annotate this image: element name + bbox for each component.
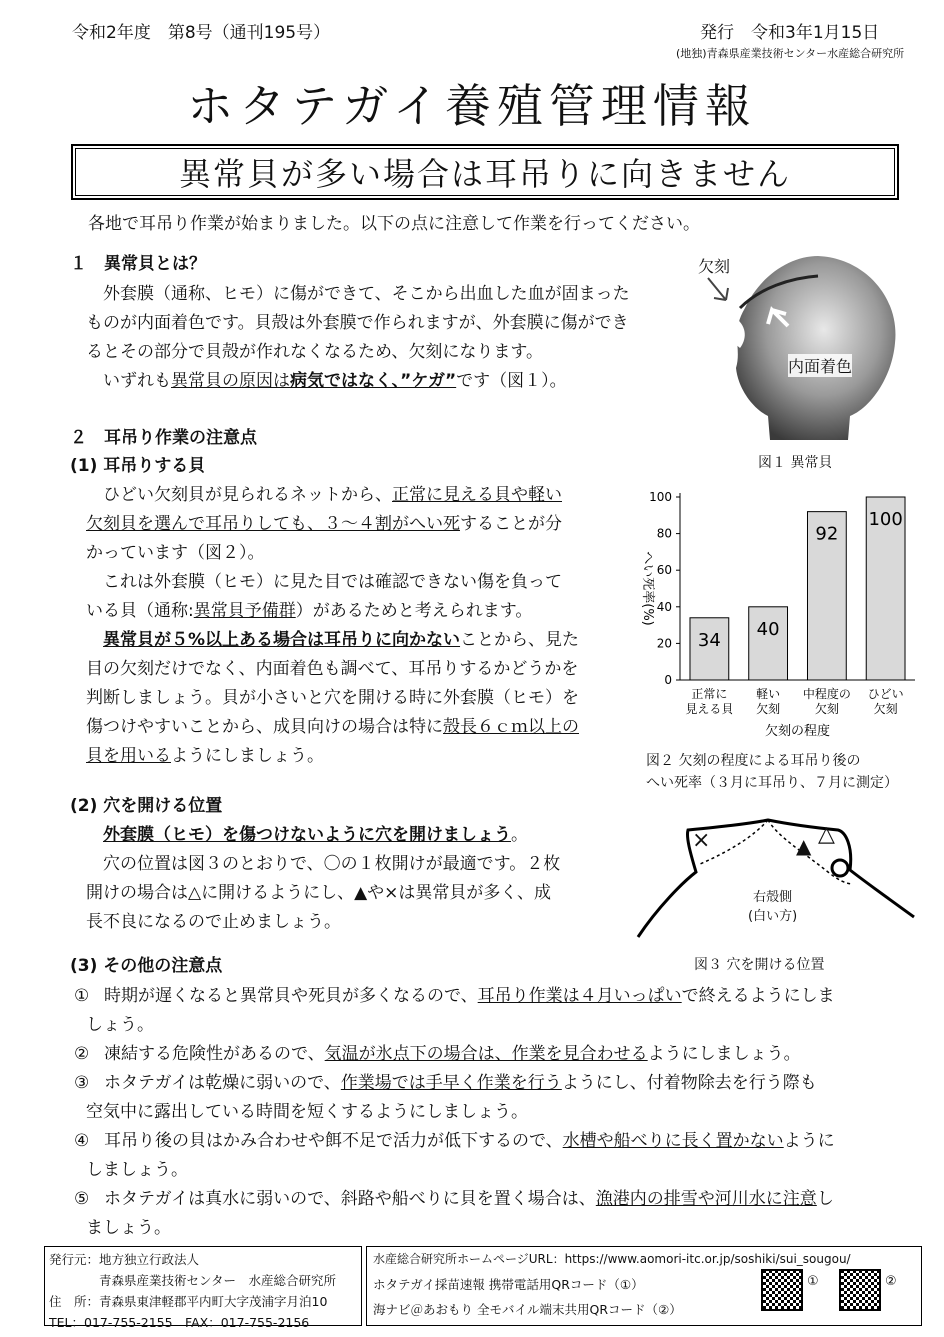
footer-line: TEL：017-755-2155 FAX：017-755-2156 <box>49 1315 310 1330</box>
label-right-shell: 右殻側 <box>753 890 793 905</box>
x-tick-label: 欠刻 <box>873 702 898 716</box>
underline-text: 異常貝予備群 <box>193 601 296 621</box>
bold-underline-text: 外套膜（ヒモ）を傷つけないように穴を開けましょう <box>103 825 511 845</box>
note-number: ② <box>74 1044 90 1064</box>
y-tick-label: 0 <box>664 673 672 687</box>
note-item <box>74 1127 920 1185</box>
sec1-line: るとその部分で貝殻が作れなくなるため、欠刻になります。 <box>86 342 543 362</box>
body-line <box>86 713 646 742</box>
x-axis-label: 欠刻の程度 <box>764 724 831 739</box>
footer-publisher <box>44 1246 362 1330</box>
note-continuation: 空気中に露出している時間を短くするようにしましょう。 <box>86 1102 528 1122</box>
text: いる貝（通称: <box>86 601 194 621</box>
text: ホタテガイは乾燥に弱いので、 <box>104 1073 341 1093</box>
sec2-1-body <box>86 481 646 771</box>
mark-triangle: △ <box>818 822 835 847</box>
bold-underline-text: 異常貝が５%以上ある場合は耳吊りに向かない <box>103 630 461 650</box>
body-line <box>86 821 646 850</box>
text <box>86 825 103 845</box>
underline-text: 漁港内の排雪や河川水に注意 <box>595 1189 817 1209</box>
publish-date: 発行 令和3年1月15日 <box>700 23 880 43</box>
intro-text: 各地で耳吊り作業が始まりました。以下の点に注意して作業を行ってください。 <box>88 214 700 234</box>
body-line: 開けの場合は△に開けるようにし、▲や×は異常貝が多く、成 <box>86 883 552 903</box>
text: で終えるようにしま <box>681 986 835 1006</box>
footer-line: 住 所：青森県東津軽郡平内町大字茂浦字月泊10 <box>49 1294 328 1309</box>
text: ようにしましょう。 <box>171 746 324 766</box>
body-line: かっています（図２）。 <box>86 543 265 563</box>
y-tick-label: 60 <box>656 563 672 578</box>
text: ようにし、付着物除去を行う際も <box>561 1073 817 1093</box>
footer-line: 青森県産業技術センター 水産総合研究所 <box>49 1273 337 1288</box>
label-inner-color: 内面着色 <box>788 354 852 377</box>
underline-text: 欠刻貝を選んで耳吊りしても、３～４割がへい死 <box>86 514 460 534</box>
text <box>86 630 103 650</box>
underline-text: 水槽や船べりに長く置かない <box>562 1131 784 1151</box>
note-item <box>74 1185 920 1243</box>
text: ように <box>783 1131 835 1151</box>
underline-text: 気温が氷点下の場合は、作業を見合わせる <box>324 1044 648 1064</box>
text: 耳吊り後の貝はかみ合わせや餌不足で活力が低下するので、 <box>104 1131 563 1151</box>
mark-filled-triangle: ▲ <box>796 834 812 858</box>
text: ひどい欠刻貝が見られるネットから、 <box>86 485 392 505</box>
body-line: これは外套膜（ヒモ）に見た目では確認できない傷を負って <box>86 572 562 592</box>
publisher-org: (地独)青森県産業技術センター水産総合研究所 <box>676 47 905 60</box>
x-tick-label: 欠刻 <box>814 702 839 716</box>
qr-label-2: 海ナビ＠あおもり 全モバイル端末共用QRコード（②） <box>373 1302 682 1317</box>
note-item <box>74 1069 920 1127</box>
underline-text: 作業場では手早く作業を行う <box>340 1073 562 1093</box>
notes-list <box>74 982 920 1243</box>
text: 傷つけやすいことから、成貝向けの場合は特に <box>86 717 443 737</box>
body-line: 目の欠刻だけでなく、内面着色も調べて、耳吊りするかどうかを <box>86 659 579 679</box>
underline-text: 正常に見える貝や軽い <box>392 485 562 505</box>
underline-text: 殻長６ｃｍ以上の <box>443 717 579 737</box>
bar-value-label: 100 <box>868 509 903 530</box>
note-item <box>74 1040 920 1069</box>
text: ことから、見た <box>460 630 580 650</box>
x-tick-label: 見える貝 <box>685 702 734 716</box>
underline-text: 異常貝の原因は <box>171 371 290 391</box>
sec1-body <box>86 280 696 396</box>
text: ）があるためと考えられます。 <box>295 601 533 621</box>
sec2-2-heading: (2) 穴を開ける位置 <box>70 796 223 816</box>
sec1-line: 外套膜（通称、ヒモ）に傷ができて、そこから出血した血が固まった <box>86 284 630 304</box>
headline-box <box>71 144 899 200</box>
y-tick-label: 40 <box>656 599 672 614</box>
note-number: ① <box>74 986 90 1006</box>
text: 。 <box>511 825 528 845</box>
body-line: 判断しましょう。貝が小さいと穴を開ける時に外套膜（ヒモ）を <box>86 688 579 708</box>
body-line <box>86 510 646 539</box>
sec2-3-heading: (3) その他の注意点 <box>70 956 223 976</box>
text: です（図１）。 <box>456 371 567 391</box>
note-number: ③ <box>74 1073 90 1093</box>
underline-text: 耳吊り作業は４月いっぱい <box>477 986 682 1006</box>
text: ホタテガイは真水に弱いので、斜路や船べりに貝を置く場合は、 <box>104 1189 596 1209</box>
text: 凍結する危険性があるので、 <box>104 1044 325 1064</box>
qr-mark-2: ② <box>885 1274 897 1289</box>
sec1-line: ものが内面着色です。貝殻は外套膜で作られますが、外套膜に傷ができ <box>86 313 629 333</box>
x-tick-label: 欠刻 <box>756 702 781 716</box>
fig3-labels <box>748 886 797 924</box>
qr-label-1: ホタテガイ採苗速報 携帯電話用QRコード（①） <box>373 1277 644 1292</box>
qr-code-1[interactable] <box>761 1269 803 1311</box>
text: いずれも <box>86 371 171 391</box>
label-white-side: (白い方) <box>748 909 798 924</box>
bar-value-label: 34 <box>697 629 721 651</box>
body-line <box>86 626 646 655</box>
mark-x: × <box>692 828 711 853</box>
sec2-heading: ２ 耳吊り作業の注意点 <box>70 428 257 448</box>
fig2-caption-2: へい死率（３月に耳吊り、７月に測定） <box>646 775 898 791</box>
sec2-2-body <box>86 821 646 937</box>
bar-value-label: 40 <box>756 618 780 640</box>
text: し <box>816 1189 834 1209</box>
body-line <box>86 742 646 771</box>
scallop-photo <box>700 248 910 448</box>
y-tick-label: 80 <box>656 526 672 541</box>
fig1-caption: 図１ 異常貝 <box>758 455 833 471</box>
sec1-line <box>86 367 696 396</box>
note-number: ⑤ <box>74 1189 90 1209</box>
headline: 異常貝が多い場合は耳吊りに向きません <box>178 155 791 193</box>
y-tick-label: 20 <box>656 636 672 651</box>
body-line <box>86 597 646 626</box>
page-title: ホタテガイ養殖管理情報 <box>187 79 757 133</box>
qr-mark-1: ① <box>807 1274 819 1289</box>
text: 時期が遅くなると異常貝や死貝が多くなるので、 <box>104 986 478 1006</box>
homepage-url[interactable]: 水産総合研究所ホームページURL：https://www.aomori-itc.or.jp/soshiki/sui_sougou/ <box>373 1252 851 1266</box>
fig2-caption-1: 図２ 欠刻の程度による耳吊り後の <box>646 753 861 769</box>
x-tick-label: 正常に <box>691 687 728 701</box>
x-tick-label: ひどい <box>867 687 904 701</box>
bold-text: 病気ではなく、”ケガ” <box>290 371 457 391</box>
note-continuation: しましょう。 <box>86 1160 188 1180</box>
x-tick-label: 中程度の <box>802 687 851 701</box>
y-tick-label: 100 <box>649 490 672 504</box>
footer-line: 発行元：地方独立行政法人 <box>49 1252 200 1267</box>
x-tick-label: 軽い <box>756 687 781 701</box>
sec1-heading: １ 異常貝とは？ <box>70 254 206 274</box>
footer-links <box>366 1246 922 1326</box>
text: ようにしましょう。 <box>647 1044 801 1064</box>
body-line: 長不良になるので止めましょう。 <box>86 912 341 932</box>
note-continuation: ましょう。 <box>86 1218 171 1238</box>
issue-number: 令和2年度 第8号（通刊195号） <box>72 23 331 43</box>
note-item <box>74 982 920 1040</box>
bar-value-label: 92 <box>815 523 839 545</box>
qr-code-2[interactable] <box>839 1269 881 1311</box>
y-axis-label: へい死率(%) <box>640 551 655 626</box>
note-number: ④ <box>74 1131 90 1151</box>
sec2-1-heading: (1) 耳吊りする貝 <box>70 456 206 476</box>
bar <box>749 607 788 680</box>
note-continuation: しょう。 <box>86 1015 154 1035</box>
mortality-chart <box>630 480 920 742</box>
body-line <box>86 481 646 510</box>
label-notch: 欠刻 <box>698 257 731 276</box>
body-line: 穴の位置は図３のとおりで、〇の１枚開けが最適です。２枚 <box>86 854 561 874</box>
text: することが分 <box>460 514 562 534</box>
fig3-caption: 図３ 穴を開ける位置 <box>694 957 825 973</box>
underline-text: 貝を用いる <box>86 746 171 766</box>
